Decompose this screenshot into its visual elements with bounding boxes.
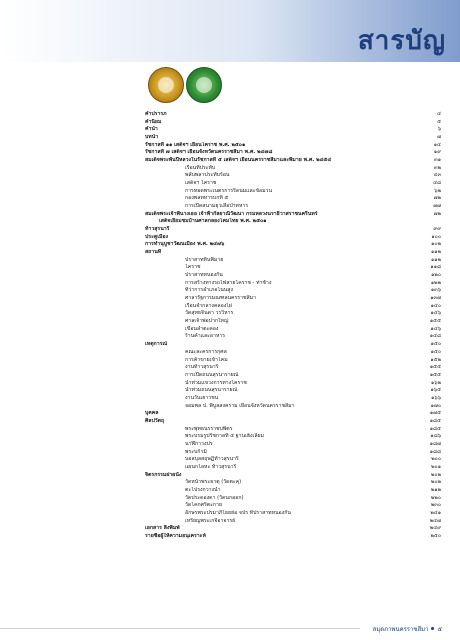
toc-row	[145, 479, 441, 487]
toc-entry-title: พลับพลาประทับร้อน	[185, 172, 230, 179]
toc-row	[145, 326, 441, 334]
toc-entry-title: รัชกาลที่ ๑๑ เสด็จฯ เยือนโคราช พ.ศ. ๒๕๐๑	[145, 141, 246, 148]
toc-entry-page: ๒๔๑	[430, 509, 441, 516]
toc-entry-title: พระบรมรูปรัชกาลที่ ๕ ฐานเฮ็งเลี่ยม	[185, 433, 264, 440]
toc-entry-page: ๔๘	[433, 180, 441, 187]
toc-entry-title: ร้านค้าและอาหาร	[185, 333, 226, 340]
toc-row	[145, 418, 441, 426]
toc-entry-title: บอลบุลสฤษฏิ์ท้าวสุรนารี	[185, 456, 239, 463]
toc-entry-title: ท้าวสุรนารี	[145, 226, 170, 233]
toc-entry-page: ๗๒	[433, 210, 441, 217]
toc-entry-page: ๖๒	[434, 187, 441, 194]
toc-entry-title: การทำนุบูชาวัฒนเมือง พ.ศ. ๒๔๗๖	[145, 241, 225, 248]
toc-entry-title: แผนกโลหะ ท้าวสุรนารี	[185, 463, 237, 470]
toc-entry-page: ๑๔๖	[430, 325, 441, 332]
toc-entry-title: งานท้าวสุรนารี	[185, 364, 219, 371]
toc-entry-title: สถานที่	[145, 249, 162, 256]
toc-entry-page: ๑๖๕	[430, 387, 441, 394]
toc-entry-page: ๑๘๘	[429, 448, 441, 455]
toc-entry-page: ๑๕๕	[429, 318, 441, 325]
toc-entry-title: กองพลทหารบกที่ ๕	[185, 195, 229, 202]
toc-row	[145, 395, 441, 403]
toc-entry-page: ๕	[437, 118, 441, 125]
toc-entry-title: คณะละครการกุศล	[185, 348, 227, 355]
toc-row	[145, 333, 441, 341]
toc-entry-title: อักษรพระปรมาภิไธยย่อ จปร ที่ปราสาทหนองกัน	[185, 509, 291, 516]
toc-entry-title: การสร้างทางรถไฟสายโคราช - ท่าช้าง	[185, 279, 272, 286]
toc-row	[145, 149, 441, 157]
toc-entry-page: ๙๙	[433, 226, 441, 233]
toc-row	[145, 410, 441, 418]
toc-entry-title: น้ำท่วมแขวงการทางโคราช	[185, 379, 247, 386]
toc-row	[145, 295, 441, 303]
toc-entry-title: เหรียญพระเกจิอาจารย์	[185, 517, 236, 524]
toc-row	[145, 180, 441, 188]
toc-entry-title: เรือนที่ประทับ	[185, 164, 216, 171]
toc-entry-page: ๑๕๒	[430, 356, 441, 363]
toc-entry-page: ๑๔	[433, 141, 441, 148]
toc-entry-title: การค้าขายเข้าโคม	[185, 356, 228, 363]
toc-entry-title: เสด็จเยี่ยมชมบ้านศาลกลองโคมไทย พ.ศ. ๒๕๐๑	[159, 218, 267, 225]
toc-entry-title: เหตุการณ์	[145, 341, 168, 348]
toc-row	[145, 310, 441, 318]
toc-row	[145, 525, 441, 533]
toc-entry-title: ปราสาทหินพิมาย	[185, 256, 224, 263]
toc-row	[145, 518, 441, 526]
toc-entry-page: ๓๒	[434, 164, 441, 171]
toc-entry-title: การเปิดถนนสุรนารายณ์	[185, 371, 239, 378]
toc-entry-page: ๑๓๖	[430, 287, 441, 294]
toc-entry-page: ๑๓๗	[430, 295, 441, 302]
toc-row	[145, 272, 441, 280]
footer	[373, 624, 442, 634]
toc-row	[145, 318, 441, 326]
toc-entry-title: วัดโคกศรีตะกาย	[185, 502, 223, 509]
toc-row	[145, 495, 441, 503]
toc-entry-title: การเปิดสนามยุวเสือป่าทหาร	[185, 203, 249, 210]
toc-entry-page: ๑๑๒	[430, 249, 441, 256]
toc-entry-page: ๒๐๐	[431, 456, 441, 463]
toc-row	[145, 287, 441, 295]
province-emblem-icon	[186, 67, 222, 103]
toc-entry-page: ๒๒๐	[430, 494, 441, 501]
toc-row	[145, 372, 441, 380]
toc-entry-page: ๒๓๐	[430, 502, 441, 509]
toc-entry-page: ๑๘๕	[429, 417, 441, 424]
toc-entry-title: เขื่อนลำตะคอง	[185, 325, 219, 332]
toc-row	[145, 165, 441, 173]
toc-entry-page: ๑๔๐	[430, 302, 441, 309]
toc-row	[145, 134, 441, 142]
toc-entry-page: ๒๔๙	[429, 525, 441, 532]
toc-entry-title: ศิลปวัตถุ	[145, 417, 165, 424]
toc-row	[145, 533, 441, 541]
toc-entry-title: งานวันเยาวชน	[185, 394, 219, 401]
toc-row	[145, 241, 441, 249]
toc-row	[145, 357, 441, 365]
toc-entry-page: ๑๘๗	[429, 440, 441, 447]
toc-row	[145, 264, 441, 272]
toc-entry-title: วัดหน้าพระธาตุ (วัดตะคุ)	[185, 479, 242, 486]
toc-row	[145, 426, 441, 434]
toc-entry-page: ๑๕๐	[430, 348, 441, 355]
toc-row	[145, 341, 441, 349]
toc-entry-title: วัดสุทธจินดา วรวิหาร	[185, 310, 234, 317]
toc-row	[145, 472, 441, 480]
toc-entry-title: เรือนจำกลางคลองไผ่	[185, 302, 232, 309]
toc-entry-page: ๑๒๐	[431, 272, 441, 279]
toc-row	[145, 218, 441, 226]
toc-row	[145, 510, 441, 518]
toc-row	[145, 203, 441, 211]
table-of-contents	[145, 111, 441, 541]
toc-entry-title: ศาลเจ้าพ่อปากใหญ่	[185, 318, 229, 325]
toc-entry-page: ๑๐๐	[431, 233, 441, 240]
toc-entry-page: ๓๑	[434, 157, 441, 164]
toc-row	[145, 126, 441, 134]
footer-rule	[0, 628, 360, 629]
toc-entry-title: บุคคล	[145, 410, 159, 417]
toc-row	[145, 502, 441, 510]
toc-entry-title: จิตรกรรมฝาผนัง	[145, 471, 182, 478]
toc-entry-title: โคราช	[185, 264, 201, 271]
toc-row	[145, 364, 441, 372]
footer-page-number: ๕	[437, 626, 442, 633]
toc-entry-page: ๒๐๑	[431, 463, 441, 470]
toc-entry-title: คำนิยม	[145, 118, 162, 125]
toc-entry-page: ๑๐๒	[431, 241, 441, 248]
footer-bullet-icon	[431, 627, 434, 630]
toc-row	[145, 464, 441, 472]
toc-entry-title: เสด็จฯ โคราช	[185, 180, 217, 187]
toc-row	[145, 234, 441, 242]
toc-entry-page: ๑๔๖	[430, 310, 441, 317]
toc-entry-page: ๑๙	[433, 149, 441, 156]
toc-entry-title: รายชื่อผู้ให้ความอนุเคราะห์	[145, 532, 206, 539]
toc-entry-page: ๑๖๖	[431, 394, 441, 401]
toc-entry-page: ๒๑๒	[430, 486, 441, 493]
toc-row	[145, 119, 441, 127]
toc-entry-page: ๒๐๒	[430, 479, 441, 486]
toc-entry-title: คำนำ	[145, 126, 158, 133]
footer-book-title: สมุดภาพนครราชสีมา	[372, 626, 429, 633]
toc-row	[145, 441, 441, 449]
toc-entry-page: ๑๕๐	[430, 341, 441, 348]
toc-row	[145, 172, 441, 180]
toc-entry-page: ๗๗	[433, 203, 441, 210]
toc-entry-page: ๑๕๕	[429, 371, 441, 378]
toc-entry-title: บทนำ	[145, 134, 159, 141]
toc-entry-title: การทอดพระเนตรการรีดนมและข้อมวน	[185, 187, 273, 194]
toc-entry-title: ประตูเมือง	[145, 233, 169, 240]
toc-entry-page: ๖	[437, 126, 441, 133]
toc-entry-title: พระบก้ามี	[185, 448, 207, 455]
toc-entry-page: ๑๗๕	[429, 410, 441, 417]
toc-row	[145, 449, 441, 457]
toc-entry-page: ๑๘๕	[429, 425, 441, 432]
toc-row	[145, 211, 441, 219]
toc-row	[145, 195, 441, 203]
page-title: สารบัญ	[357, 26, 446, 56]
toc-entry-title: น้ำท่วมถนนสุรนารายณ์	[185, 387, 238, 394]
toc-entry-page: ๑๒๒	[430, 279, 441, 286]
toc-row	[145, 303, 441, 311]
toc-entry-title: ที่ว่าการอำเภอโนนสูง	[185, 287, 233, 294]
toc-row	[145, 249, 441, 257]
toc-row	[145, 403, 441, 411]
toc-row	[145, 433, 441, 441]
toc-entry-title: เอกสาร สิ่งพิมพ์	[145, 525, 180, 532]
toc-entry-title: รัชกาลที่ ๗ เสด็จฯ เยือนจังหวัดนครราชสีมา พ.ศ. ๒๔๗๘	[145, 149, 273, 156]
toc-entry-title: สมเด็จพระเจ้าพี่นางเธอ เจ้าฟ้ากัลยาณิวัฒนา กรมหลวงนราธิวาสราชนครินทร์	[145, 210, 318, 217]
toc-row	[145, 226, 441, 234]
toc-row	[145, 456, 441, 464]
toc-row	[145, 380, 441, 388]
toc-entry-title: ตะโปรงกวางน้ำ	[185, 486, 221, 493]
toc-row	[145, 142, 441, 150]
toc-row	[145, 188, 441, 196]
toc-entry-page	[415, 218, 441, 226]
toc-entry-page: ๔๓	[433, 172, 441, 179]
toc-entry-page: ๑๖๒	[430, 379, 441, 386]
seal-emblem-icon	[148, 67, 184, 103]
toc-row	[145, 487, 441, 495]
toc-entry-title: พระพุทธนรราชบพิตร	[185, 425, 233, 432]
toc-row	[145, 157, 441, 165]
toc-entry-page: ๗	[437, 134, 441, 141]
toc-entry-page: ๒๔๗	[429, 517, 441, 524]
toc-entry-title: นาฬิกาวงปร	[185, 440, 213, 447]
toc-entry-page: ๒๕๐	[430, 532, 441, 539]
toc-row	[145, 387, 441, 395]
toc-entry-title: คำปรารภ	[145, 111, 167, 117]
toc-entry-page: ๑๑๒	[430, 256, 441, 263]
toc-entry-page: ๒๐๒	[430, 471, 441, 478]
toc-row	[145, 257, 441, 265]
toc-entry-page: ๑๗๐	[430, 402, 441, 409]
toc-entry-page: ๑๘๖	[430, 433, 441, 440]
toc-entry-title: จอมพล ป. พิบูลสงคราม เยือนจังหวัดนครราชสีมา	[185, 402, 295, 409]
toc-entry-page: ๑๕๕	[429, 364, 441, 371]
toc-entry-title: ศาลารัฐการมณฑลนครราชสีมา	[185, 295, 257, 302]
toc-entry-title: ปราสาทหนองกัน	[185, 272, 223, 279]
toc-entry-title: วัดประดองดา (วัดนกออก)	[185, 494, 244, 501]
toc-row	[145, 111, 441, 119]
toc-entry-title: สมเด็จพระพันปีหลวงในรัชกาลที่ ๕ เสด็จฯ เยือนนครราชสีมาและพิมาย พ.ศ. ๒๔๕๔	[145, 157, 332, 164]
toc-entry-page: ๑๔๘	[429, 333, 441, 340]
toc-entry-page: ๑๑๘	[430, 264, 441, 271]
toc-entry-page: ๗๒	[433, 195, 441, 202]
toc-row	[145, 280, 441, 288]
toc-entry-page: ๔	[437, 111, 441, 117]
toc-row	[145, 349, 441, 357]
